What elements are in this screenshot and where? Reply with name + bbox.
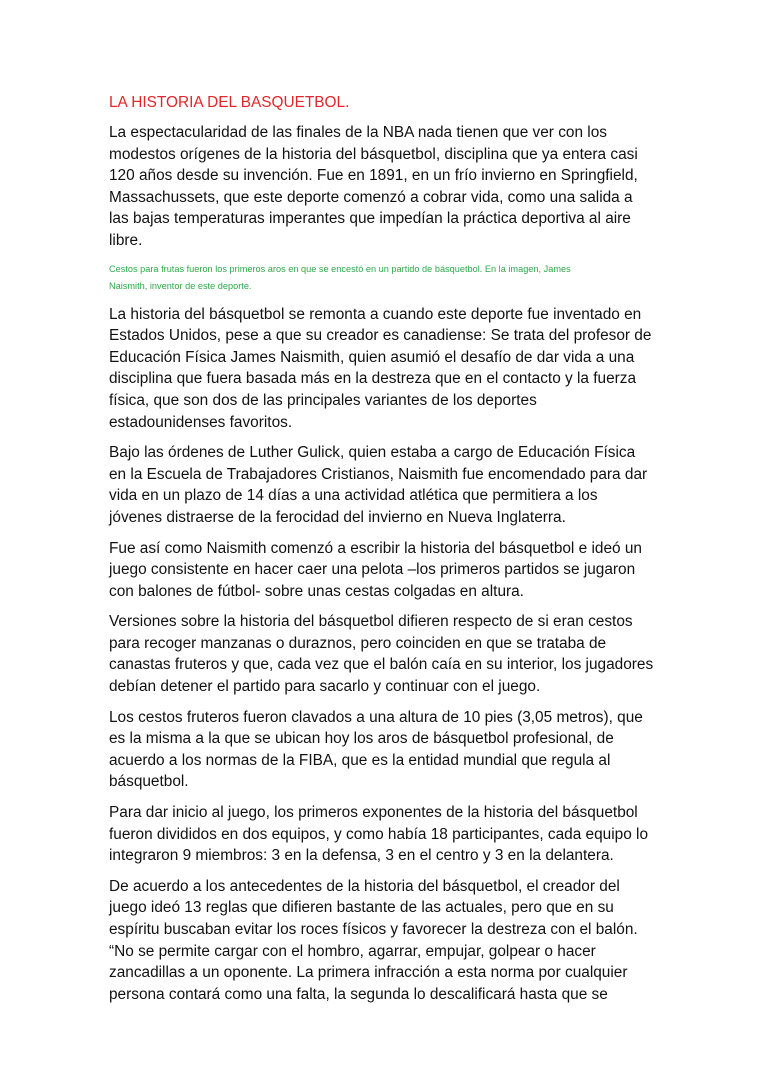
text-line: con balones de fútbol- sobre unas cestas colgadas en altura.	[109, 582, 524, 600]
body-paragraph-6	[109, 802, 661, 867]
document-title: LA HISTORIA DEL BASQUETBOL.	[109, 94, 350, 111]
text-line: fueron divididos en dos equipos, y como había 18 participantes, cada equipo lo	[109, 825, 649, 843]
body-paragraph-4	[109, 611, 661, 697]
text-line: acuerdo a los normas de la FIBA, que es la entidad mundial que regula al	[109, 751, 611, 769]
text-line: Bajo las órdenes de Luther Gulick, quien estaba a cargo de Educación Física	[109, 444, 636, 462]
body-paragraph-5	[109, 707, 661, 793]
text-line: juego ideó 13 reglas que difieren bastante de las actuales, pero que en su	[109, 899, 614, 917]
text-line: vida en un plazo de 14 días a una actividad atlética que permitiera a los	[109, 487, 598, 505]
text-line: Fue así como Naismith comenzó a escribir la historia del básquetbol e ideó un	[109, 539, 642, 557]
intro-paragraph	[109, 122, 661, 252]
text-line: disciplina que fuera basada más en la destreza que en el contacto y la fuerza	[109, 370, 637, 388]
text-line: Massachussets, que este deporte comenzó a cobrar vida, como una salida a	[109, 188, 633, 206]
body-paragraph-1	[109, 304, 661, 434]
text-line: “No se permite cargar con el hombro, agarrar, empujar, golpear o hacer	[109, 942, 596, 960]
text-line: debían detener el partido para sacarlo y continuar con el juego.	[109, 678, 541, 696]
image-caption	[109, 261, 661, 295]
text-line: modestos orígenes de la historia del básquetbol, disciplina que ya entera casi	[109, 145, 638, 163]
text-line: es la misma a la que se ubican hoy los aros de básquetbol profesional, de	[109, 730, 614, 748]
text-line: integraron 9 miembros: 3 en la defensa, 3 en el centro y 3 en la delantera.	[109, 847, 614, 865]
text-line: Educación Física James Naismith, quien asumió el desafío de dar vida a una	[109, 348, 635, 366]
text-line: para recoger manzanas o duraznos, pero coinciden en que se trataba de	[109, 634, 607, 652]
text-line: básquetbol.	[109, 773, 189, 791]
body-paragraph-7	[109, 876, 661, 1006]
text-line: física, que son dos de las principales variantes de los deportes	[109, 391, 537, 409]
text-line: 120 años desde su invención. Fue en 1891, en un frío invierno en Springfield,	[109, 167, 638, 185]
text-line: estadounidenses favoritos.	[109, 413, 293, 431]
text-line: las bajas temperaturas imperantes que impedían la práctica deportiva al aire	[109, 210, 631, 228]
caption-line: Cestos para frutas fueron los primeros aros en que se encestó en un partido de básquetbol. En la imagen, James	[109, 263, 571, 274]
text-line: La espectacularidad de las finales de la NBA nada tienen que ver con los	[109, 124, 607, 141]
text-line: espíritu buscaban evitar los roces físicos y favorecer la destreza con el balón.	[109, 921, 638, 938]
body-paragraph-3	[109, 538, 661, 603]
body-paragraph-2	[109, 442, 661, 528]
text-line: libre.	[109, 231, 143, 249]
text-line: De acuerdo a los antecedentes de la historia del básquetbol, el creador del	[109, 877, 620, 895]
text-line: jóvenes distraerse de la ferocidad del invierno en Nueva Inglaterra.	[109, 508, 566, 526]
text-line: juego consistente en hacer caer una pelota –los primeros partidos se jugaron	[109, 561, 636, 579]
text-line: canastas fruteros y que, cada vez que el balón caía en su interior, los jugadores	[109, 656, 654, 674]
text-line: La historia del básquetbol se remonta a cuando este deporte fue inventado en	[109, 305, 642, 323]
text-line: zancadillas a un oponente. La primera infracción a esta norma por cualquier	[109, 964, 628, 982]
text-line: persona contará como una falta, la segunda lo descalificará hasta que se	[109, 985, 608, 1003]
text-line: en la Escuela de Trabajadores Cristianos, Naismith fue encomendado para dar	[109, 465, 648, 483]
document-content	[109, 92, 661, 1014]
text-line: Para dar inicio al juego, los primeros exponentes de la historia del básquetbol	[109, 804, 638, 822]
text-line: Estados Unidos, pese a que su creador es canadiense: Se trata del profesor de	[109, 327, 652, 345]
text-line: Los cestos fruteros fueron clavados a una altura de 10 pies (3,05 metros), que	[109, 708, 643, 726]
caption-line: Naismith, inventor de este deporte.	[109, 280, 252, 291]
text-line: Versiones sobre la historia del básquetbol difieren respecto de si eran cestos	[109, 613, 633, 631]
